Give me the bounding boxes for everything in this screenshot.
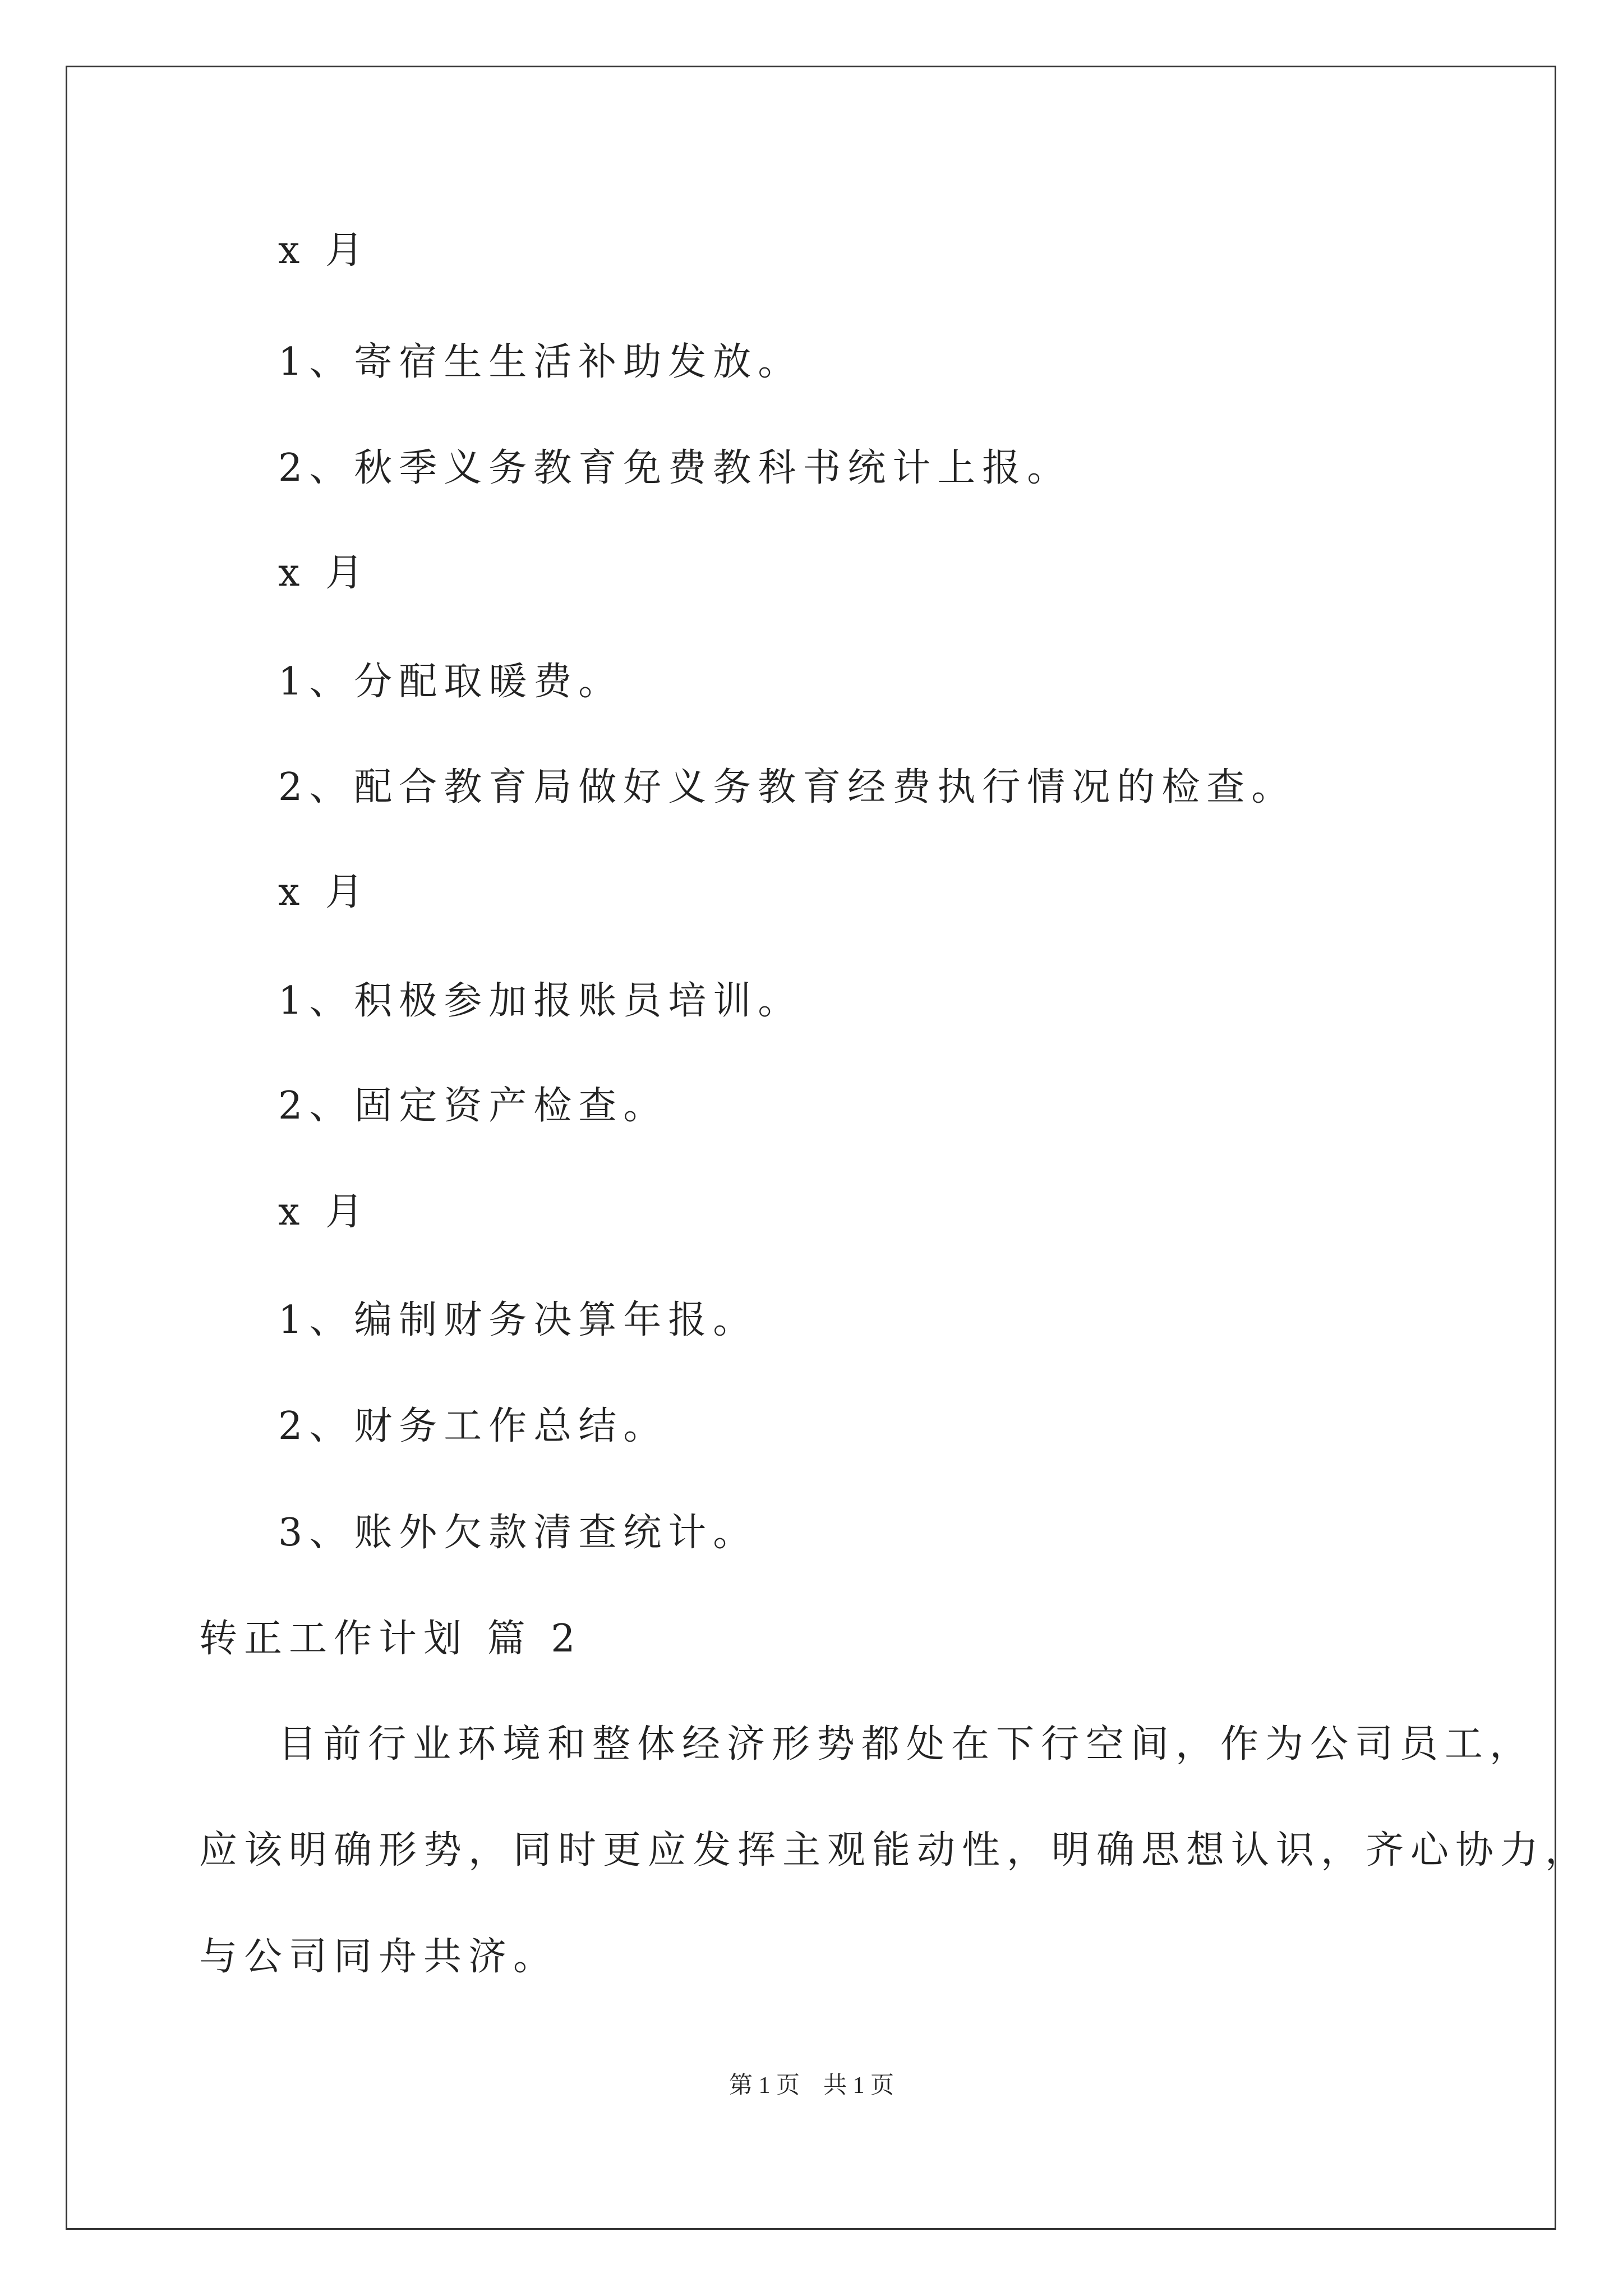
paragraph-line: 应该明确形势，同时更应发挥主观能动性，明确思想认识，齐心协力， xyxy=(199,1828,1590,1872)
paragraph-line: 与公司同舟共济。 xyxy=(199,1935,559,1979)
list-item: 2、秋季义务教育免费教科书统计上报。 xyxy=(278,446,1072,490)
list-item: 2、财务工作总结。 xyxy=(278,1404,668,1448)
list-item: 1、分配取暖费。 xyxy=(278,660,624,704)
list-item: 2、配合教育局做好义务教育经费执行情况的检查。 xyxy=(278,765,1297,809)
month-heading: x 月 xyxy=(278,870,370,914)
month-heading: x 月 xyxy=(278,1190,370,1234)
page-frame xyxy=(66,66,1556,2230)
month-heading: x 月 xyxy=(278,228,370,273)
list-item: 2、固定资产检查。 xyxy=(278,1084,668,1128)
list-item: 1、编制财务决算年报。 xyxy=(278,1298,758,1342)
paragraph-line: 目前行业环境和整体经济形势都处在下行空间，作为公司员工， xyxy=(278,1722,1535,1766)
section-title: 转正工作计划 篇 2 xyxy=(199,1617,582,1661)
list-item: 1、寄宿生生活补助发放。 xyxy=(278,340,803,384)
list-item: 1、积极参加报账员培训。 xyxy=(278,979,803,1023)
list-item: 3、账外欠款清查统计。 xyxy=(278,1511,758,1555)
month-heading: x 月 xyxy=(278,551,370,595)
page-footer: 第 1 页 共 1 页 xyxy=(728,2073,894,2099)
